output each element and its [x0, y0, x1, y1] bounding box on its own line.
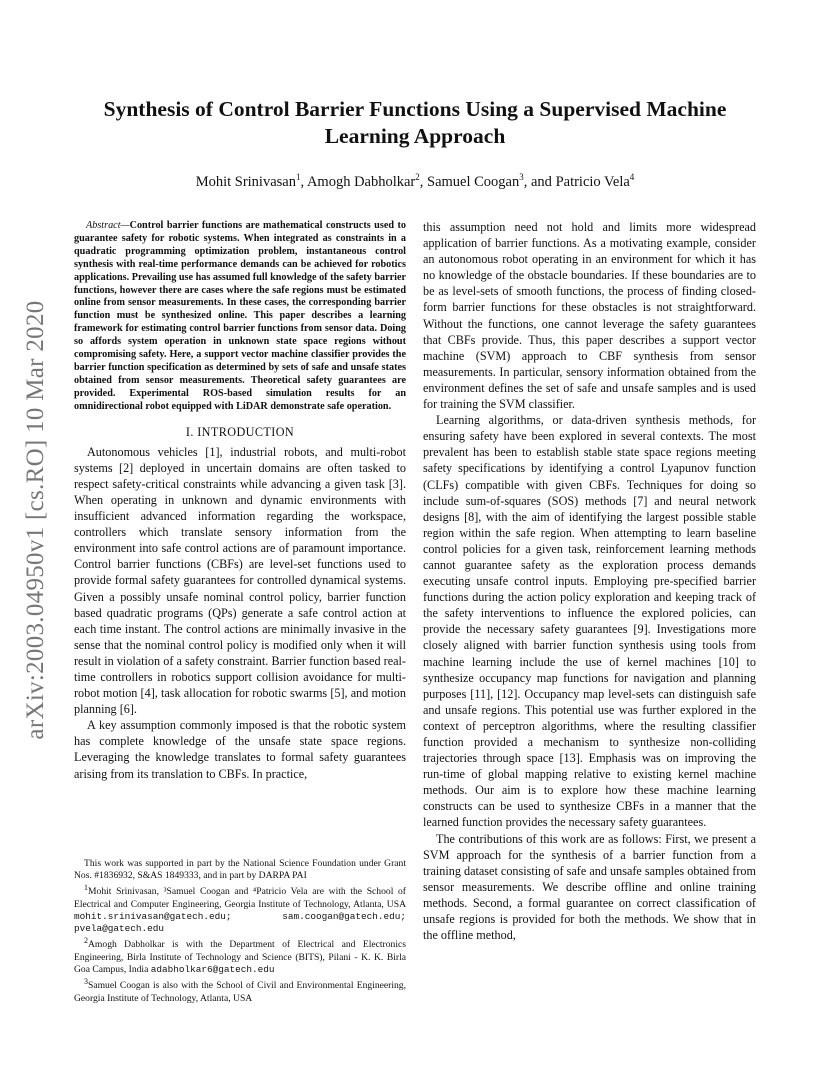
right-column [423, 219, 756, 943]
abstract: Abstract—Control barrier functions are mathematical constructs used to guarantee safety for robotic systems. When integrated as constraints in a quadratic programming optimization problem, instantaneous control synthesis with real-time performance demands can be achieved for robotics applications. Prevailing use has assumed full knowledge of the safety barrier functions, however there are cases where the safe regions must be estimated online from sensor measurements. In these cases, the corresponding barrier function must be synthesized online. This paper describes a learning framework for estimating control barrier functions from sensor data. Doing so affords system operation in unknown state space regions without compromising safety. Here, a support vector machine classifier provides the barrier function specification as determined by sets of safe and unsafe states obtained from sensor measurements. Theoretical safety guarantees are provided. Experimental ROS-based simulation results for an omnidirectional robot equipped with LiDAR demonstrate safe operation. [74, 220, 406, 412]
intro-paragraph-1: Autonomous vehicles [1], industrial robots, and multi-robot systems [2] deployed in uncertain domains are often tasked to respect safety-critical constraints while advancing a given task [3]. When operating in unknown and dynamic environments with insufficient advanced information regarding the workspace, controllers which translate sensory information from the environment into safe control actions are of paramount importance. Control barrier functions (CBFs) are level-set functions used to provide formal safety guarantees for controlled dynamical systems. Given a possibly unsafe nominal control policy, barrier function based quadratic programs (QPs) generate a safe control action at each time instant. The control actions are minimally invasive in the sense that the nominal control policy is modified only when it will result in violation of a safety constraint. Barrier function based real-time controllers in robotics support collision avoidance for multi-robot motion [4], task allocation for robotic swarms [5], and motion planning [6]. [74, 444, 406, 717]
intro-paragraph-4: Learning algorithms, or data-driven synthesis methods, for ensuring safety have been explored in several contexts. The most prevalent has been to establish stable state space regions meeting safety specifications by identifying a control Lyapunov function (CLFs) compatible with given CBFs. Techniques for doing so include sum-of-squares (SOS) methods [7] and neural network designs [8], with the aim of identifying the largest possible stable region within the safe region. When attempting to learn baseline control policies for a given task, reinforcement learning methods cannot guarantee safety as the exploration process demands executing unsafe control inputs. Employing pre-specified barrier functions during the action policy exploration and keeping track of the safety interventions to influence the explored policies, can provide the necessary safety guarantees [9]. Investigations more closely aligned with barrier function synthesis using tools from machine learning include the use of kernel machines [10] to synthesize occupancy map functions for navigation and planning purposes [11], [12]. Occupancy map level-sets can distinguish safe and unsafe regions. This potential use was further explored in the context of perceptron algorithms, where the resulting classifier function provided a mechanism to synthesize non-colliding trajectories through space [13]. Emphasis was on improving the run-time of global mapping relative to existing kernel machine methods. Our aim is to explore how these machine learning constructs can be used to synthesize CBFs in a manner that the learned function provides the necessary safety guarantees. [423, 413, 756, 830]
paper-title: Synthesis of Control Barrier Functions Using a Supervised Machine Learning Approach [103, 97, 727, 148]
section-heading-introduction: I. INTRODUCTION [185, 424, 295, 439]
arxiv-identifier: arXiv:2003.04950v1 [cs.RO] 10 Mar 2020 [22, 300, 49, 740]
footnote-1: $^1$Mohit Srinivasan, ³Samuel Coogan and ⁴Patricio Vela are with the School of Electrical and Computer Engineering, Georgia Institute of Technology, Atlanta, USA mohit.srinivasan@gatech.edu; sam.coogan@gatech.edu; pvela@gatech.edu [74, 883, 406, 935]
left-column [74, 220, 406, 782]
intro-paragraph-3: this assumption need not hold and limits more widespread application of barrier functions. As a motivating example, consider an autonomous robot operating in an environment for which it has no knowledge of the obstacle boundaries. If these boundaries are to be as level-sets of smooth functions, the process of finding closed-form barrier functions for these obstacles is not straightforward. Without the functions, one cannot leverage the safety guarantees that CBFs provide. Thus, this paper describes a support vector machine (SVM) approach to CBF synthesis from sensor measurements. In particular, sensory information obtained from the environment defines the set of safe and unsafe samples and is used for training the SVM classifier. [423, 220, 756, 412]
author-list: Mohit Srinivasan$^1$, Amogh Dabholkar$^2$, Samuel Coogan$^3$, and Patricio Vela$^4$ [195, 172, 635, 190]
footnotes [74, 858, 406, 1005]
footnote-funding: This work was supported in part by the National Science Foundation under Grant Nos. #1836932, S&AS 1849333, and in part by DARPA PAI [74, 858, 406, 882]
arxiv-sidebar [16, 280, 56, 760]
intro-paragraph-5: The contributions of this work are as follows: First, we present a SVM approach for the synthesis of a barrier function from a training dataset consisting of safe and unsafe samples obtained from sensor measurements. We describe offline and online training methods. Second, a formal guarantee on correct classification of unsafe regions is provided for both the methods. We show that in the offline method, [423, 831, 756, 943]
footnote-2: $^2$Amogh Dabholkar is with the Department of Electrical and Electronics Engineering, Birla Institute of Technology and Science (BITS), Pilani - K. K. Birla Goa Campus, India adabholkar6@gatech.edu [74, 936, 406, 975]
footnote-3: $^3$Samuel Coogan is also with the School of Civil and Environmental Engineering, Georgia Institute of Technology, Atlanta, USA [74, 977, 406, 1004]
intro-paragraph-2: A key assumption commonly imposed is that the robotic system has complete knowledge of the unsafe state space regions. Leveraging the knowledge translates to formal safety guarantees arising from its translation to CBFs. In practice, [74, 718, 406, 781]
